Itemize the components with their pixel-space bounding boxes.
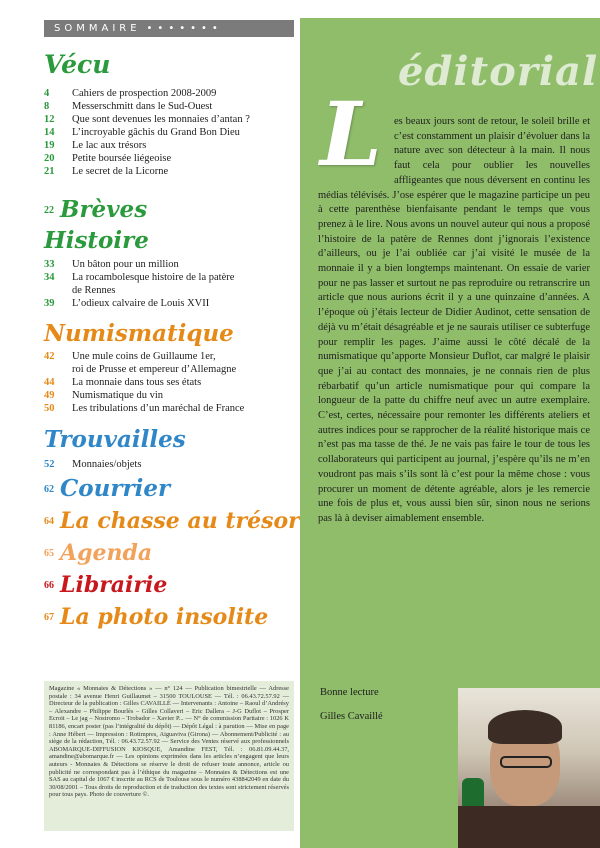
vecu-list (44, 87, 296, 178)
photo-title-text: La photo insolite (60, 604, 269, 630)
breves-page-number: 22 (44, 205, 54, 216)
page-number: 20 (44, 153, 55, 164)
agenda-title-text: Agenda (60, 540, 153, 566)
publication-info-box: Magazine « Monnaies & Détections » — n° 124 — Publication bimestrielle — Adresse postale : 34 avenue Henri Guillaumet – 31500 TOULOUSE — Tél. : 06.43.72.57.92 — Directeur de la publication : Gilles CAVAILLÉ — Intervenants : Antoine – Raoul d’Andrésy – Alexandre – Philippe Bourlès – Gilles Collaveri – Eric Dallera – J-G Duflot – Prosper Ecroit – Le jag – Nostromo – Trobador – Xavier P... — N° de commission Paritaire : 1026 K 81186, encart poster (pas l’intégralité du dépôt) — Dépôt Légal : à parution — Mise en page : Anne Hébert — Impression : Rotimpres, Aiguaviva (Girona) — Abonnement/Publicité : au siège de la rédaction, Tél. : 06.43.72.57.92 — Service des Ventes réservé aux professionnels ABOMARQUE-DIFFUSION KIOSQUE, Amandine FEST, Tél. : 06.81.09.44.37, amandine@abomarque.fr — Les opinions exprimées dans les articles n’engagent que leurs auteurs - Monnaies & Détections se réserve le droit de refuser toute annonce, article ou publicité ne correspondant pas à l’éthique du magazine – Monnaies & Détections est une SAS au capital de 1067 € inscrite au RCS de Toulouse sous le numéro 438842049 en date du 30/08/2001 – Tous droits de reproduction et de traduction des textes sont strictement réservés pour tous pays. Photo de couverture ©. (44, 681, 294, 831)
section-vecu-title: Vécu (44, 50, 111, 79)
page-number: 14 (44, 127, 55, 138)
agenda-page-number: 65 (44, 548, 54, 559)
page-number: 49 (44, 390, 55, 401)
section-photo-title (44, 606, 268, 628)
article-title: Les tribulations d’un maréchal de France (72, 403, 245, 414)
page-number: 52 (44, 459, 55, 470)
page-number: 21 (44, 166, 55, 177)
article-title: La monnaie dans tous ses états (72, 377, 202, 388)
section-chasse-title (44, 510, 300, 532)
list-item (44, 458, 296, 471)
librairie-page-number: 66 (44, 580, 54, 591)
article-title: Une mule coins de Guillaume 1er, roi de Prusse et empereur d’Allemagne (72, 351, 237, 375)
section-trouvailles-title: Trouvailles (44, 426, 186, 453)
list-item (44, 87, 296, 100)
sommaire-header (44, 20, 294, 37)
article-title: Cahiers de prospection 2008-2009 (72, 88, 217, 99)
sommaire-dots: ••••••• (146, 23, 223, 34)
article-title: Le secret de la Licorne (72, 166, 169, 177)
list-item (44, 389, 296, 402)
courrier-page-number: 62 (44, 484, 54, 495)
article-title: La rocambolesque histoire de la patère de Rennes (72, 272, 235, 296)
courrier-title-text: Courrier (60, 475, 171, 502)
breves-title-text: Brèves (60, 196, 148, 223)
article-title: L’incroyable gâchis du Grand Bon Dieu (72, 127, 240, 138)
list-item (44, 100, 296, 113)
list-item (44, 271, 296, 297)
librairie-title-text: Librairie (60, 572, 168, 598)
sommaire-label: SOMMAIRE (54, 23, 141, 34)
page-number: 4 (44, 88, 50, 99)
list-item (44, 165, 296, 178)
page-number: 34 (44, 272, 55, 283)
section-librairie-title (44, 574, 167, 596)
editorial-title: éditorial (398, 48, 599, 95)
list-item (44, 402, 296, 415)
list-item (44, 152, 296, 165)
article-title: L’odieux calvaire de Louis XVII (72, 298, 210, 309)
trouvailles-list (44, 458, 296, 471)
editorial-column (300, 18, 600, 848)
section-numismatique-title: Numismatique (44, 320, 234, 347)
article-title: Petite boursée liégeoise (72, 153, 172, 164)
page-number: 44 (44, 377, 55, 388)
page-number: 12 (44, 114, 55, 125)
list-item (44, 376, 296, 389)
list-item (44, 297, 296, 310)
list-item (44, 258, 296, 271)
page-number: 39 (44, 298, 55, 309)
editorial-signature: Gilles Cavaillé (320, 711, 383, 722)
page-number: 33 (44, 259, 55, 270)
author-photo (458, 688, 600, 848)
editorial-dropcap: L (320, 82, 382, 186)
page-number: 42 (44, 351, 55, 362)
list-item (44, 126, 296, 139)
list-item (44, 113, 296, 126)
list-item (44, 139, 296, 152)
article-title: Que sont devenues les monnaies d’antan ? (72, 114, 250, 125)
chasse-title-text: La chasse au trésor (60, 508, 300, 534)
photo-shirt (458, 806, 600, 848)
numismatique-list (44, 350, 296, 415)
page-number: 8 (44, 101, 50, 112)
editorial-closing: Bonne lecture (320, 687, 379, 698)
list-item (44, 350, 296, 376)
editorial-body-text: es beaux jours sont de retour, le soleil brille et c’est constamment un plaisir d’évoluer dans la nature avec son détecteur à la main. Il nous faut cela pour oublier les nouvelles affligeantes que nous déversent en continu les médias télévisés. J’ose espérer que le magazine participe un peu à cette parenthèse bienfaisante pendant le temps que vous prenez à le lire. Nous avons un nouvel auteur qui nous a proposé l’histoire de la patère de Rennes dont j’ignorais l’existence d’ailleurs, ou je l’ai oubliée car j’ai visité le musée de la monnaie il y a bien longtemps maintenant. On essaie de varier pour ne pas lasser et surtout ne pas reproduire ou retranscrire un article que nous aurions écrit il y a une quinzaine d’années. A l’époque où j’étais lecteur de Didier Audinot, cette sensation de déjà vu m’était désagréable et je ne saurais utiliser ce subterfuge pour remplir les pages. J’aime aussi le côté décalé de la numismatique qu’apporte Monsieur Duflot, car malgré le plaisir que j’ai au contact des monnaies, je ne connais rien de plus rébarbatif qu’un article numismatique pour qui compare la longueur de la patte du chiffre neuf avec un autre exemplaire. C’est, certes, nécessaire pour remonter les différents ateliers et autres indices pour se rapprocher de la réalité historique mais ce n’est pas ma tasse de thé. Je ne vais pas faire le tour de tous les collaborateurs qui participent au journal, j’espère qu’ils ne m’en voudront pas mais s’ils sont là c’est pour la même chose : vous procurer un moment de détente agréable, alors je les remercie une fois de plus et, vous aussi bien sûr, sinon nous ne serions pas là à deviser aimablement ensemble. (318, 116, 590, 524)
article-title: Numismatique du vin (72, 390, 163, 401)
article-title: Le lac aux trésors (72, 140, 147, 151)
photo-glasses (500, 756, 552, 768)
article-title: Monnaies/objets (72, 459, 142, 470)
photo-hair (488, 710, 562, 744)
editorial-body (318, 115, 590, 527)
photo-page-number: 67 (44, 612, 54, 623)
page-number: 50 (44, 403, 55, 414)
article-title: Messerschmitt dans le Sud-Ouest (72, 101, 213, 112)
section-histoire-title: Histoire (44, 227, 149, 254)
section-agenda-title (44, 542, 152, 564)
section-courrier-title (44, 477, 170, 500)
section-breves-title (44, 198, 147, 221)
chasse-page-number: 64 (44, 516, 54, 527)
article-title: Un bâton pour un million (72, 259, 179, 270)
dropcap-spacer (318, 115, 394, 177)
histoire-list (44, 258, 296, 310)
page-number: 19 (44, 140, 55, 151)
